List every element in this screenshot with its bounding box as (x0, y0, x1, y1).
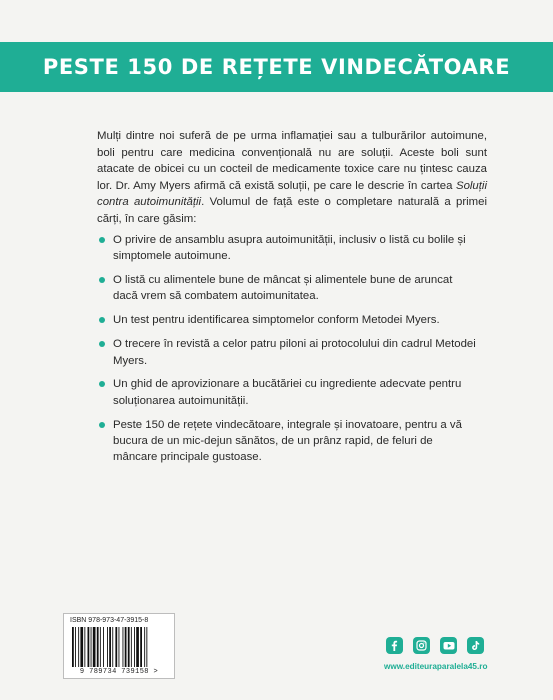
list-item: O trecere în revistă a celor patru piloni ai protocolului din cadrul Metodei Myers. (97, 336, 477, 369)
feature-list (97, 232, 477, 473)
bullet-dot-icon (99, 237, 105, 243)
facebook-icon[interactable] (386, 637, 403, 654)
list-item: O listă cu alimentele bune de mâncat și alimentele bune de aruncat dacă vrem să combatem autoimunitatea. (97, 272, 477, 305)
publisher-website[interactable]: www.editeuraparalela45.ro (384, 662, 488, 671)
youtube-icon[interactable] (440, 637, 457, 654)
intro-text-start: Mulți dintre noi suferă de pe urma inflamației sau a tulburărilor autoimune, boli pentru care medicina convențională nu are soluții. Aceste boli sunt atacate de obicei cu un cocteil de medicamente toxice care nu țintesc cauza lor. Dr. Amy Myers afirmă că există soluții, pe care le descrie în cartea (97, 130, 487, 192)
intro-text-end: . Volumul de față este o completare naturală a primei cărți, în care găsim: (97, 196, 488, 225)
barcode-graphic (70, 627, 168, 667)
isbn-barcode-box (63, 613, 175, 679)
bullet-dot-icon (99, 317, 105, 323)
list-item: Peste 150 de rețete vindecătoare, integrale și inovatoare, pentru a vă bucura de un mic-dejun sănătos, de un prânz rapid, de feluri de mâncare principale gustoase. (97, 417, 477, 466)
bullet-dot-icon (99, 381, 105, 387)
social-links (386, 637, 484, 655)
list-item: O privire de ansamblu asupra autoimunității, inclusiv o listă cu bolile și simptomele autoimune. (97, 232, 477, 265)
isbn-number: ISBN 978-973-47-3915-8 (70, 617, 149, 624)
list-item: Un test pentru identificarea simptomelor conform Metodei Myers. (97, 312, 477, 328)
bullet-dot-icon (99, 341, 105, 347)
book-title-italic: Soluții contra autoimunității (97, 179, 487, 209)
list-item: Un ghid de aprovizionare a bucătăriei cu ingrediente adecvate pentru soluționarea autoimunității. (97, 376, 477, 409)
banner-title: PESTE 150 DE REȚETE VINDECĂTOARE (42, 55, 511, 79)
tiktok-icon[interactable] (467, 637, 484, 654)
barcode-digits: 9 789734 739158 > (79, 668, 159, 676)
instagram-icon[interactable] (413, 637, 430, 654)
bullet-dot-icon (99, 277, 105, 283)
bullet-dot-icon (99, 422, 105, 428)
intro-paragraph (97, 128, 487, 228)
title-banner (0, 42, 553, 92)
